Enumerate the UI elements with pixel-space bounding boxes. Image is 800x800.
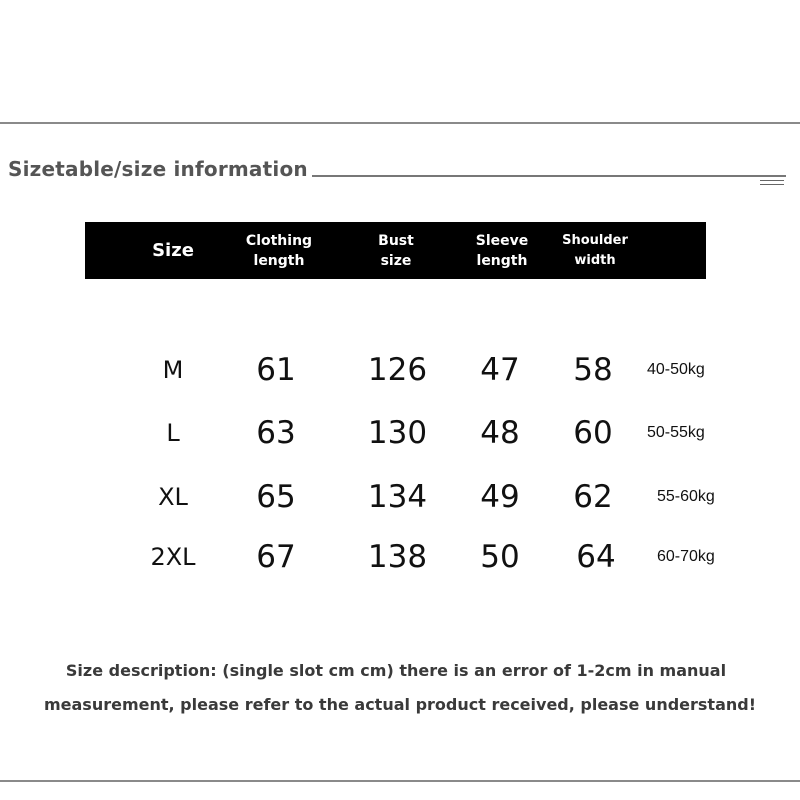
clothing-length-cell: 63 — [256, 415, 296, 451]
header-bust-size: Bust size — [378, 232, 414, 269]
shoulder-cell: 60 — [573, 415, 613, 451]
table-row — [0, 411, 800, 455]
size-description-line-1: Size description: (single slot cm cm) there is an error of 1-2cm in manual — [65, 661, 727, 680]
header-sleeve-length: Sleeve length — [475, 232, 529, 269]
bust-cell: 126 — [367, 352, 428, 388]
bust-cell: 130 — [367, 415, 428, 451]
clothing-length-cell: 67 — [256, 539, 296, 575]
size-cell: L — [166, 419, 180, 447]
size-description-line-2: measurement, please refer to the actual product received, please understand! — [43, 695, 757, 714]
size-cell: M — [162, 356, 184, 384]
sleeve-cell: 49 — [480, 479, 520, 515]
header-clothing-length: Clothing length — [245, 232, 313, 269]
bust-cell: 138 — [367, 539, 428, 575]
clothing-length-cell: 65 — [256, 479, 296, 515]
table-row — [0, 475, 800, 519]
table-row — [0, 535, 800, 579]
weight-cell: 40-50kg — [647, 361, 705, 378]
shoulder-cell: 64 — [576, 539, 616, 575]
header-size: Size — [152, 239, 194, 261]
shoulder-cell: 62 — [573, 479, 613, 515]
clothing-length-cell: 61 — [256, 352, 296, 388]
size-cell: 2XL — [150, 543, 196, 571]
section-title: Sizetable/size information — [8, 157, 308, 181]
bust-cell: 134 — [367, 479, 428, 515]
weight-cell: 50-55kg — [647, 424, 705, 441]
weight-cell: 60-70kg — [657, 548, 715, 565]
table-row — [0, 348, 800, 392]
bottom-divider — [0, 780, 800, 782]
weight-cell: 55-60kg — [657, 488, 715, 505]
size-cell: XL — [158, 483, 188, 511]
sleeve-cell: 48 — [480, 415, 520, 451]
title-underline — [312, 175, 786, 177]
sleeve-cell: 50 — [480, 539, 520, 575]
top-divider — [0, 122, 800, 124]
sleeve-cell: 47 — [480, 352, 520, 388]
shoulder-cell: 58 — [573, 352, 613, 388]
size-table-header — [85, 222, 706, 279]
menu-lines-icon — [760, 180, 784, 188]
header-shoulder-width: Shoulder width — [562, 232, 628, 268]
